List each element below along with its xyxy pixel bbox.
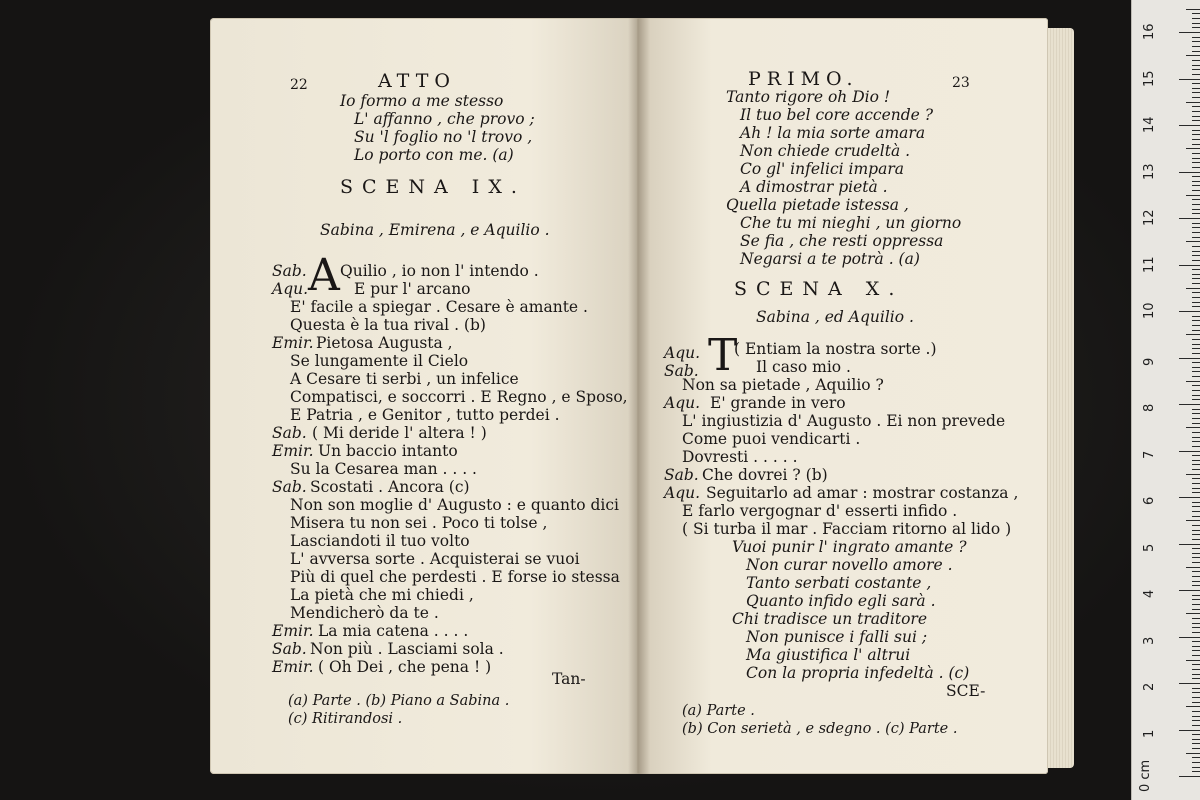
- ruler-tick: [1192, 530, 1200, 531]
- verse-line: Non chiede crudeltà .: [740, 142, 911, 160]
- ruler-tick: [1192, 302, 1200, 303]
- ruler-tick: [1192, 762, 1200, 763]
- ruler-tick: [1192, 106, 1200, 107]
- dialogue-line: La mia catena . . . .: [318, 622, 469, 640]
- ruler-tick: [1192, 650, 1200, 651]
- scene-characters: Sabina , Emirena , e Aquilio .: [320, 221, 550, 239]
- open-book: [210, 18, 1072, 778]
- dialogue-line: Pietosa Augusta ,: [316, 334, 453, 352]
- ruler-tick: [1186, 613, 1200, 614]
- ruler-tick: [1192, 260, 1200, 261]
- ruler-tick: [1192, 455, 1200, 456]
- footnote: (b) Con serietà , e sdegno . (c) Parte .: [682, 721, 958, 737]
- dialogue-line: Il caso mio .: [756, 358, 851, 376]
- speaker-label: Aqu.: [664, 394, 701, 412]
- dialogue-line: Se lungamente il Cielo: [290, 352, 469, 370]
- ruler-tick: [1186, 474, 1200, 475]
- ruler-tick: [1192, 18, 1200, 19]
- ruler-tick: [1192, 227, 1200, 228]
- ruler-tick: [1192, 734, 1200, 735]
- ruler-tick: [1179, 404, 1200, 405]
- footnote: (a) Parte . (b) Piano a Sabina .: [288, 693, 510, 709]
- ruler-tick: [1179, 730, 1200, 731]
- ruler-tick: [1179, 451, 1200, 452]
- ruler-tick: [1192, 320, 1200, 321]
- dialogue-line: L' avversa sorte . Acquisterai se vuoi: [290, 550, 580, 568]
- footnote: (a) Parte .: [682, 703, 755, 719]
- ruler-number: 8: [1142, 403, 1157, 412]
- ruler-tick: [1192, 74, 1200, 75]
- ruler-tick: [1192, 771, 1200, 772]
- ruler-tick: [1192, 297, 1200, 298]
- ruler-tick: [1192, 255, 1200, 256]
- dialogue-line: Misera tu non sei . Poco ti tolse ,: [290, 514, 548, 532]
- ruler-tick: [1192, 339, 1200, 340]
- ruler-tick: [1192, 623, 1200, 624]
- ruler-tick: [1192, 46, 1200, 47]
- dialogue-line: Questa è la tua rival . (b): [290, 316, 486, 334]
- ruler-tick: [1179, 544, 1200, 545]
- aria-line: Vuoi punir l' ingrato amante ?: [732, 538, 967, 556]
- ruler-tick: [1192, 464, 1200, 465]
- ruler-tick: [1192, 278, 1200, 279]
- ruler-tick: [1192, 139, 1200, 140]
- speaker-label: Sab.: [664, 362, 699, 380]
- verse-line: Quella pietade istessa ,: [726, 196, 909, 214]
- dialogue-line: ( Oh Dei , che pena ! ): [318, 658, 492, 676]
- ruler-tick: [1192, 237, 1200, 238]
- ruler-tick: [1192, 469, 1200, 470]
- ruler-tick: [1192, 111, 1200, 112]
- ruler-tick: [1192, 413, 1200, 414]
- book-gutter: [628, 18, 650, 774]
- ruler-tick: [1192, 330, 1200, 331]
- ruler-number: 16: [1142, 23, 1157, 40]
- ruler-number: 5: [1142, 543, 1157, 552]
- verse-line: Lo porto con me. (a): [354, 146, 514, 164]
- scene-title: SCENA X.: [734, 278, 904, 300]
- ruler-tick: [1192, 725, 1200, 726]
- measurement-ruler: [1131, 0, 1200, 800]
- verse-line: Tanto rigore oh Dio !: [726, 88, 891, 106]
- ruler-tick: [1192, 13, 1200, 14]
- dialogue-line: Lasciandoti il tuo volto: [290, 532, 470, 550]
- ruler-tick: [1192, 213, 1200, 214]
- ruler-tick: [1192, 767, 1200, 768]
- ruler-tick: [1179, 265, 1200, 266]
- ruler-tick: [1192, 348, 1200, 349]
- verse-line: Che tu mi nieghi , un giorno: [740, 214, 962, 232]
- ruler-tick: [1179, 358, 1200, 359]
- ruler-number: 14: [1142, 116, 1157, 133]
- dialogue-line: E Patria , e Genitor , tutto perdei .: [290, 406, 560, 424]
- ruler-tick: [1192, 609, 1200, 610]
- ruler-tick: [1192, 158, 1200, 159]
- ruler-tick: [1192, 306, 1200, 307]
- speaker-label: Emir.: [272, 334, 314, 352]
- ruler-tick: [1186, 427, 1200, 428]
- dialogue-line: E farlo vergognar d' esserti infido .: [682, 502, 958, 520]
- verse-line: Ah ! la mia sorte amara: [740, 124, 926, 142]
- ruler-tick: [1192, 506, 1200, 507]
- ruler-tick: [1192, 371, 1200, 372]
- ruler-tick: [1192, 585, 1200, 586]
- dialogue-line: Non son moglie d' Augusto : e quanto dici: [290, 496, 619, 514]
- ruler-tick: [1179, 590, 1200, 591]
- ruler-tick: [1192, 83, 1200, 84]
- ruler-tick: [1192, 269, 1200, 270]
- ruler-tick: [1192, 743, 1200, 744]
- aria-line: Con la propria infedeltà . (c): [746, 664, 970, 682]
- ruler-tick: [1186, 241, 1200, 242]
- ruler-tick: [1186, 55, 1200, 56]
- drop-cap: A: [308, 250, 340, 301]
- ruler-tick: [1192, 283, 1200, 284]
- ruler-tick: [1186, 753, 1200, 754]
- ruler-tick: [1192, 65, 1200, 66]
- dialogue-line: Come puoi vendicarti .: [682, 430, 861, 448]
- ruler-tick: [1179, 125, 1200, 126]
- speaker-label: Sab.: [272, 262, 307, 280]
- ruler-tick: [1192, 664, 1200, 665]
- ruler-tick: [1192, 502, 1200, 503]
- ruler-tick: [1192, 367, 1200, 368]
- ruler-tick: [1192, 167, 1200, 168]
- ruler-tick: [1192, 144, 1200, 145]
- aria-line: Ma giustifica l' altrui: [746, 646, 911, 664]
- ruler-tick: [1186, 567, 1200, 568]
- ruler-tick: [1192, 432, 1200, 433]
- ruler-tick: [1192, 618, 1200, 619]
- ruler-number: 9: [1142, 357, 1157, 366]
- ruler-tick: [1192, 757, 1200, 758]
- ruler-tick: [1192, 199, 1200, 200]
- ruler-tick: [1186, 520, 1200, 521]
- ruler-tick: [1192, 120, 1200, 121]
- ruler-tick: [1192, 376, 1200, 377]
- ruler-tick: [1192, 641, 1200, 642]
- speaker-label: Emir.: [272, 622, 314, 640]
- aria-line: Tanto serbati costante ,: [746, 574, 932, 592]
- ruler-tick: [1192, 209, 1200, 210]
- verse-line: Il tuo bel core accende ?: [740, 106, 934, 124]
- speaker-label: Emir.: [272, 442, 314, 460]
- aria-line: Chi tradisce un traditore: [732, 610, 928, 628]
- footnote: (c) Ritirandosi .: [288, 711, 403, 727]
- verse-line: Co gl' infelici impara: [740, 160, 904, 178]
- ruler-tick: [1179, 311, 1200, 312]
- dialogue-line: E' grande in vero: [710, 394, 846, 412]
- catchword: Tan-: [552, 670, 586, 688]
- ruler-number: 10: [1142, 302, 1157, 319]
- ruler-tick: [1192, 692, 1200, 693]
- aria-line: Quanto infido egli sarà .: [746, 592, 936, 610]
- speaker-label: Emir.: [272, 658, 314, 676]
- ruler-tick: [1186, 706, 1200, 707]
- ruler-tick: [1192, 409, 1200, 410]
- speaker-label: Aqu.: [272, 280, 309, 298]
- ruler-tick: [1192, 116, 1200, 117]
- dialogue-line: ( Si turba il mar . Facciam ritorno al lido ): [682, 520, 1012, 538]
- dialogue-line: Quilio , io non l' intendo .: [340, 262, 539, 280]
- ruler-tick: [1192, 51, 1200, 52]
- ruler-tick: [1192, 60, 1200, 61]
- verse-line: Se fia , che resti oppressa: [740, 232, 944, 250]
- ruler-tick: [1192, 562, 1200, 563]
- ruler-tick: [1192, 353, 1200, 354]
- ruler-tick: [1192, 37, 1200, 38]
- ruler-tick: [1192, 251, 1200, 252]
- aria-line: Non punisce i falli sui ;: [746, 628, 928, 646]
- ruler-tick: [1192, 669, 1200, 670]
- ruler-tick: [1192, 344, 1200, 345]
- ruler-tick: [1186, 148, 1200, 149]
- dialogue-line: Seguitarlo ad amar : mostrar costanza ,: [706, 484, 1019, 502]
- ruler-number: 3: [1142, 636, 1157, 645]
- ruler-tick: [1192, 488, 1200, 489]
- right-page: [638, 18, 1048, 774]
- ruler-tick: [1186, 9, 1200, 10]
- ruler-tick: [1192, 362, 1200, 363]
- scene-characters: Sabina , ed Aquilio .: [756, 308, 914, 326]
- ruler-tick: [1192, 483, 1200, 484]
- dialogue-line: Che dovrei ? (b): [702, 466, 828, 484]
- page-number: 22: [290, 77, 308, 93]
- ruler-tick: [1192, 646, 1200, 647]
- ruler-tick: [1192, 204, 1200, 205]
- ruler-number: 12: [1142, 209, 1157, 226]
- ruler-tick: [1192, 711, 1200, 712]
- running-header: ATTO: [378, 70, 456, 92]
- scene-title: SCENA IX.: [340, 176, 526, 198]
- dialogue-line: ( Mi deride l' altera ! ): [312, 424, 487, 442]
- ruler-tick: [1192, 274, 1200, 275]
- ruler-tick: [1192, 232, 1200, 233]
- ruler-tick: [1192, 27, 1200, 28]
- ruler-tick: [1179, 32, 1200, 33]
- ruler-tick: [1192, 460, 1200, 461]
- speaker-label: Sab.: [272, 478, 307, 496]
- ruler-tick: [1192, 678, 1200, 679]
- ruler-tick: [1192, 134, 1200, 135]
- ruler-tick: [1186, 381, 1200, 382]
- verse-line: Su 'l foglio no 'l trovo ,: [354, 128, 533, 146]
- ruler-tick: [1192, 525, 1200, 526]
- ruler-tick: [1192, 697, 1200, 698]
- dialogue-line: Dovresti . . . . .: [682, 448, 798, 466]
- ruler-tick: [1192, 720, 1200, 721]
- ruler-number: 2: [1142, 682, 1157, 691]
- ruler-tick: [1192, 41, 1200, 42]
- dialogue-line: La pietà che mi chiedi ,: [290, 586, 474, 604]
- ruler-tick: [1179, 172, 1200, 173]
- ruler-tick: [1192, 516, 1200, 517]
- dialogue-line: E' facile a spiegar . Cesare è amante .: [290, 298, 588, 316]
- ruler-number: 4: [1142, 589, 1157, 598]
- ruler-tick: [1192, 548, 1200, 549]
- ruler-tick: [1192, 162, 1200, 163]
- ruler-tick: [1186, 660, 1200, 661]
- ruler-tick: [1192, 688, 1200, 689]
- ruler-tick: [1192, 153, 1200, 154]
- speaker-label: Aqu.: [664, 484, 701, 502]
- page-number: 23: [952, 75, 970, 91]
- ruler-tick: [1192, 581, 1200, 582]
- ruler-tick: [1192, 576, 1200, 577]
- ruler-tick: [1192, 190, 1200, 191]
- ruler-unit-label: 0 cm: [1138, 759, 1153, 792]
- ruler-tick: [1192, 423, 1200, 424]
- ruler-tick: [1192, 92, 1200, 93]
- ruler-tick: [1192, 632, 1200, 633]
- dialogue-line: Mendicherò da te .: [290, 604, 439, 622]
- verse-line: L' affanno , che provo ;: [354, 110, 535, 128]
- dialogue-line: E pur l' arcano: [354, 280, 471, 298]
- page-edges: [1048, 28, 1074, 768]
- ruler-tick: [1192, 418, 1200, 419]
- ruler-tick: [1192, 399, 1200, 400]
- ruler-tick: [1192, 702, 1200, 703]
- ruler-tick: [1192, 441, 1200, 442]
- drop-cap: T: [708, 330, 738, 381]
- ruler-tick: [1186, 195, 1200, 196]
- catchword: SCE-: [946, 682, 986, 700]
- ruler-number: 15: [1142, 69, 1157, 87]
- ruler-tick: [1179, 218, 1200, 219]
- speaker-label: Sab.: [664, 466, 699, 484]
- ruler-tick: [1192, 316, 1200, 317]
- ruler-tick: [1192, 23, 1200, 24]
- ruler-tick: [1192, 492, 1200, 493]
- ruler-tick: [1192, 739, 1200, 740]
- ruler-tick: [1192, 246, 1200, 247]
- ruler-tick: [1179, 776, 1200, 777]
- ruler-tick: [1192, 395, 1200, 396]
- ruler-tick: [1192, 557, 1200, 558]
- ruler-tick: [1186, 102, 1200, 103]
- ruler-tick: [1192, 674, 1200, 675]
- ruler-tick: [1192, 88, 1200, 89]
- ruler-tick: [1179, 497, 1200, 498]
- ruler-tick: [1192, 223, 1200, 224]
- ruler-number: 13: [1142, 162, 1157, 180]
- dialogue-line: Scostati . Ancora (c): [310, 478, 470, 496]
- ruler-tick: [1192, 446, 1200, 447]
- ruler-tick: [1192, 385, 1200, 386]
- ruler-tick: [1192, 553, 1200, 554]
- ruler-tick: [1192, 130, 1200, 131]
- verse-line: Io formo a me stesso: [340, 92, 504, 110]
- ruler-tick: [1192, 716, 1200, 717]
- speaker-label: Aqu.: [664, 344, 701, 362]
- ruler-tick: [1192, 478, 1200, 479]
- ruler-tick: [1192, 599, 1200, 600]
- ruler-tick: [1192, 176, 1200, 177]
- ruler-tick: [1192, 748, 1200, 749]
- speaker-label: Sab.: [272, 640, 307, 658]
- ruler-tick: [1179, 637, 1200, 638]
- ruler-tick: [1192, 97, 1200, 98]
- ruler-tick: [1179, 683, 1200, 684]
- ruler-tick: [1179, 79, 1200, 80]
- ruler-tick: [1186, 288, 1200, 289]
- dialogue-line: Non sa pietade , Aquilio ?: [682, 376, 884, 394]
- ruler-tick: [1192, 185, 1200, 186]
- speaker-label: Sab.: [272, 424, 307, 442]
- ruler-tick: [1192, 539, 1200, 540]
- dialogue-line: ( Entiam la nostra sorte .): [734, 340, 937, 358]
- running-header: PRIMO.: [748, 68, 859, 90]
- ruler-number: 7: [1142, 450, 1157, 459]
- ruler-tick: [1186, 334, 1200, 335]
- ruler-tick: [1192, 604, 1200, 605]
- ruler-tick: [1192, 655, 1200, 656]
- ruler-number: 11: [1142, 255, 1157, 273]
- verse-line: Negarsi a te potrà . (a): [740, 250, 920, 268]
- ruler-tick: [1192, 595, 1200, 596]
- ruler-tick: [1192, 571, 1200, 572]
- dialogue-line: Un baccio intanto: [318, 442, 458, 460]
- dialogue-line: Più di quel che perdesti . E forse io stessa: [290, 568, 620, 586]
- dialogue-line: Su la Cesarea man . . . .: [290, 460, 477, 478]
- ruler-tick: [1192, 181, 1200, 182]
- ruler-number: 6: [1142, 496, 1157, 505]
- dialogue-line: A Cesare ti serbi , un infelice: [290, 370, 519, 388]
- ruler-tick: [1192, 292, 1200, 293]
- dialogue-line: Compatisci, e soccorri . E Regno , e Sposo,: [290, 388, 628, 406]
- dialogue-line: L' ingiustizia d' Augusto . Ei non prevede: [682, 412, 1006, 430]
- dialogue-line: Non più . Lasciami sola .: [310, 640, 504, 658]
- ruler-number: 1: [1142, 729, 1157, 738]
- ruler-tick: [1192, 627, 1200, 628]
- ruler-tick: [1192, 534, 1200, 535]
- verse-line: A dimostrar pietà .: [740, 178, 888, 196]
- ruler-tick: [1192, 437, 1200, 438]
- ruler-tick: [1192, 69, 1200, 70]
- ruler-tick: [1192, 325, 1200, 326]
- left-page: [210, 18, 638, 774]
- ruler-tick: [1192, 511, 1200, 512]
- ruler-tick: [1192, 390, 1200, 391]
- aria-line: Non curar novello amore .: [746, 556, 953, 574]
